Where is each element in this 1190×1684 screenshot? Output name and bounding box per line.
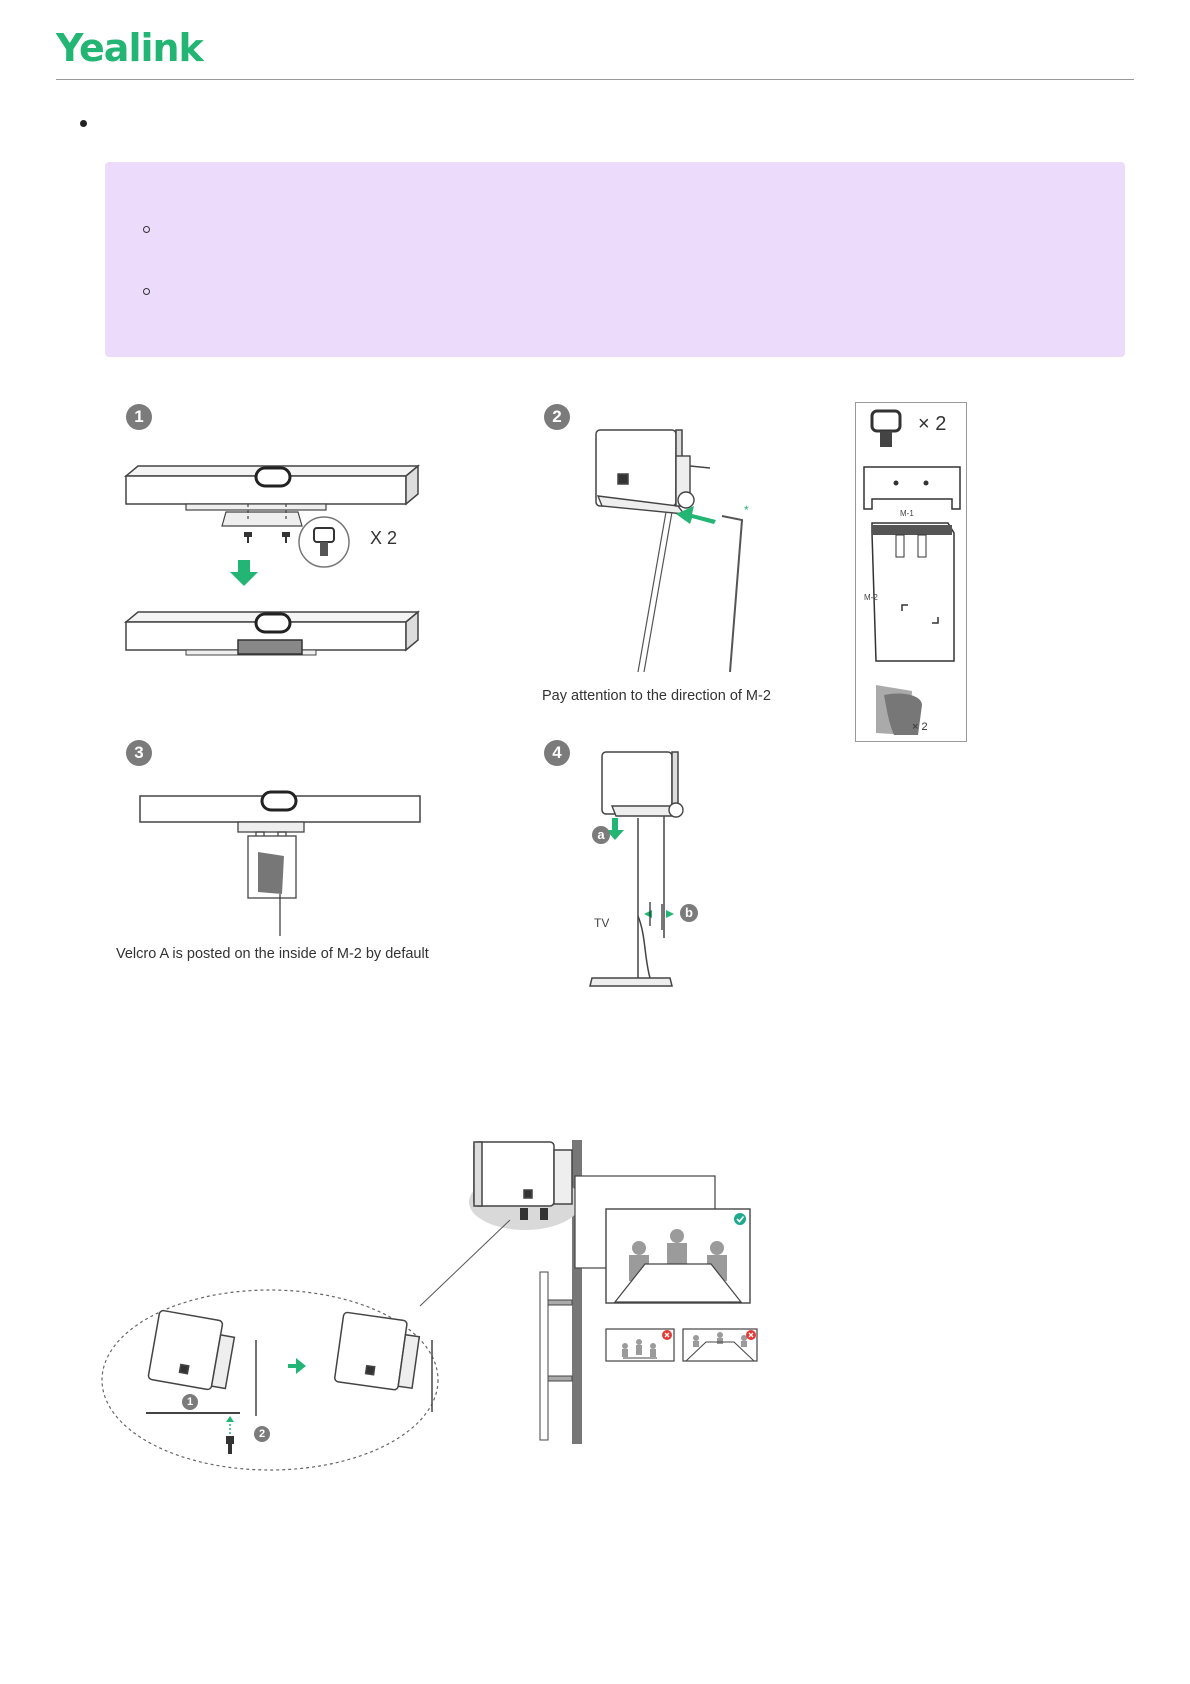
detail-camera-right	[334, 1312, 421, 1392]
bracket-m1	[186, 504, 326, 526]
wall-step-2-badge: 2	[254, 1426, 270, 1442]
step-4-label-b: b	[680, 904, 698, 922]
check-icon	[734, 1213, 746, 1225]
velcro-quantity: × 2	[912, 721, 928, 733]
m2-part	[722, 516, 742, 672]
step-3-caption: Velcro A is posted on the inside of M-2 by default	[116, 946, 429, 962]
transition-arrow	[288, 1358, 306, 1374]
view-wrong-panel-2	[682, 1328, 758, 1362]
step-1-number: 1	[126, 404, 152, 430]
squeeze-arrows-b	[644, 910, 674, 918]
yealink-logo: Yealink	[56, 26, 203, 70]
velcro-a	[258, 852, 284, 894]
header-divider	[56, 79, 1134, 80]
video-bar-side-mounted	[602, 752, 678, 814]
screws	[244, 532, 290, 543]
view-wrong-panel-1	[605, 1328, 675, 1362]
step-2-number: 2	[544, 404, 570, 430]
video-bar-top	[126, 466, 418, 504]
m1-bracket-icon	[862, 463, 962, 515]
list-bullet	[80, 120, 87, 127]
wall-mount-illustration	[100, 1140, 770, 1480]
wall-step-1-badge: 1	[182, 1394, 198, 1410]
m2-label: M-2	[864, 593, 878, 602]
step-4-label-a: a	[592, 826, 610, 844]
screw-quantity: × 2	[918, 413, 947, 435]
step-4-label-tv: TV	[594, 916, 610, 930]
insert-arrow	[676, 506, 716, 524]
zoom-connector	[420, 1220, 510, 1306]
screw-icon	[868, 409, 904, 449]
video-bar-front	[140, 792, 420, 822]
m2-plate-icon	[862, 521, 962, 663]
detail-screw-up	[226, 1436, 234, 1454]
tv-on-wall	[540, 1272, 548, 1440]
green-down-arrow	[230, 560, 258, 586]
view-correct-panel	[605, 1208, 751, 1304]
step-1-screw-qty: X 2	[370, 528, 398, 548]
step-4-illustration	[590, 746, 710, 996]
note-box	[105, 162, 1125, 357]
step-3-number: 3	[126, 740, 152, 766]
step-2-caption: Pay attention to the direction of M-2	[542, 688, 771, 704]
svg-text:*: *	[744, 503, 749, 517]
m1-label: M-1	[900, 509, 914, 518]
detail-camera-left	[148, 1310, 237, 1392]
step-1-illustration	[118, 440, 458, 680]
note-sub-bullet-1	[143, 226, 150, 233]
tv-panel-lines	[638, 512, 672, 672]
video-bar-side	[596, 430, 682, 506]
step-2-illustration	[580, 420, 790, 680]
step-4-number: 4	[544, 740, 570, 766]
note-sub-bullet-2	[143, 288, 150, 295]
parts-box	[855, 402, 967, 742]
video-bar-bottom	[126, 612, 418, 655]
step-3-illustration	[138, 786, 428, 936]
